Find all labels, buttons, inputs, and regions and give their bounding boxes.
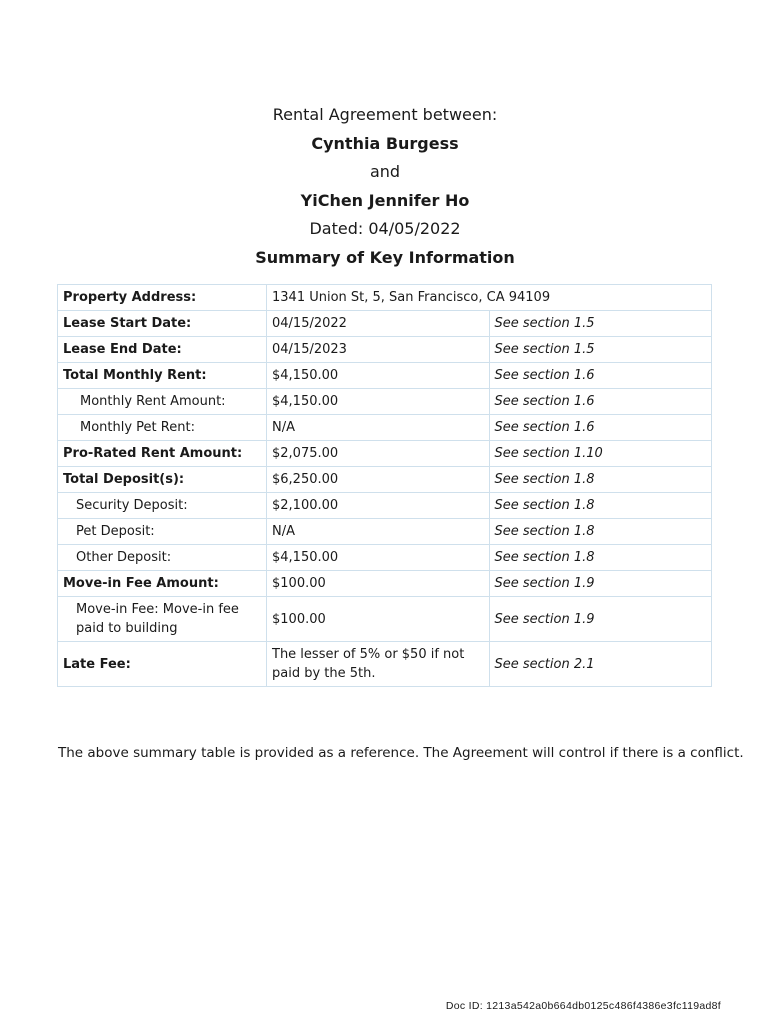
agreement-title: Rental Agreement between: (272, 105, 498, 124)
row-value: $4,150.00 (267, 363, 490, 389)
row-section-ref: See section 1.9 (489, 597, 712, 642)
party-one-name: Cynthia Burgess (311, 134, 459, 153)
row-value: 04/15/2022 (267, 311, 490, 337)
row-value: $2,100.00 (267, 493, 490, 519)
summary-title: Summary of Key Information (255, 248, 515, 267)
and-text: and (369, 162, 401, 181)
row-value: $100.00 (267, 571, 490, 597)
row-section-ref: See section 1.6 (489, 363, 712, 389)
row-label: Late Fee: (58, 642, 267, 687)
row-value: N/A (267, 519, 490, 545)
row-value: $2,075.00 (267, 441, 490, 467)
row-section-ref: See section 1.8 (489, 545, 712, 571)
row-section-ref: See section 1.6 (489, 389, 712, 415)
table-row-property-address (58, 285, 712, 311)
row-value: $100.00 (267, 597, 490, 642)
table-row (58, 642, 712, 687)
row-section-ref: See section 1.6 (489, 415, 712, 441)
row-value: 04/15/2023 (267, 337, 490, 363)
summary-disclaimer: The above summary table is provided as a reference. The Agreement will control if there is a conflict. (58, 745, 744, 761)
row-section-ref: See section 1.9 (489, 571, 712, 597)
table-row (58, 441, 712, 467)
table-row (58, 415, 712, 441)
row-value: 1341 Union St, 5, San Francisco, CA 94109 (267, 285, 712, 311)
row-label: Pro-Rated Rent Amount: (58, 441, 267, 467)
row-label: Move-in Fee: Move-in fee paid to building (58, 597, 267, 642)
row-section-ref: See section 1.8 (489, 519, 712, 545)
table-row (58, 597, 712, 642)
row-label: Property Address: (58, 285, 267, 311)
row-label: Security Deposit: (58, 493, 267, 519)
row-section-ref: See section 1.5 (489, 337, 712, 363)
table-row (58, 545, 712, 571)
row-value: $6,250.00 (267, 467, 490, 493)
row-label: Total Deposit(s): (58, 467, 267, 493)
row-label: Pet Deposit: (58, 519, 267, 545)
agreement-date: Dated: 04/05/2022 (309, 219, 461, 238)
row-value: $4,150.00 (267, 545, 490, 571)
row-label: Total Monthly Rent: (58, 363, 267, 389)
row-label: Monthly Pet Rent: (58, 415, 267, 441)
row-section-ref: See section 1.8 (489, 493, 712, 519)
row-value: $4,150.00 (267, 389, 490, 415)
table-row (58, 519, 712, 545)
row-label: Monthly Rent Amount: (58, 389, 267, 415)
document-id: Doc ID: 1213a542a0b664db0125c486f4386e3fc119ad8f (445, 1000, 721, 1012)
row-label: Lease End Date: (58, 337, 267, 363)
table-row (58, 311, 712, 337)
row-label: Other Deposit: (58, 545, 267, 571)
table-row (58, 337, 712, 363)
row-label: Move-in Fee Amount: (58, 571, 267, 597)
row-value: The lesser of 5% or $50 if not paid by the 5th. (267, 642, 490, 687)
row-section-ref: See section 2.1 (489, 642, 712, 687)
row-value: N/A (267, 415, 490, 441)
table-row (58, 389, 712, 415)
row-section-ref: See section 1.10 (489, 441, 712, 467)
row-section-ref: See section 1.8 (489, 467, 712, 493)
table-row (58, 363, 712, 389)
table-row (58, 493, 712, 519)
row-label: Lease Start Date: (58, 311, 267, 337)
table-row (58, 467, 712, 493)
table-row (58, 571, 712, 597)
party-two-name: YiChen Jennifer Ho (300, 191, 470, 210)
summary-table (57, 284, 712, 687)
row-section-ref: See section 1.5 (489, 311, 712, 337)
